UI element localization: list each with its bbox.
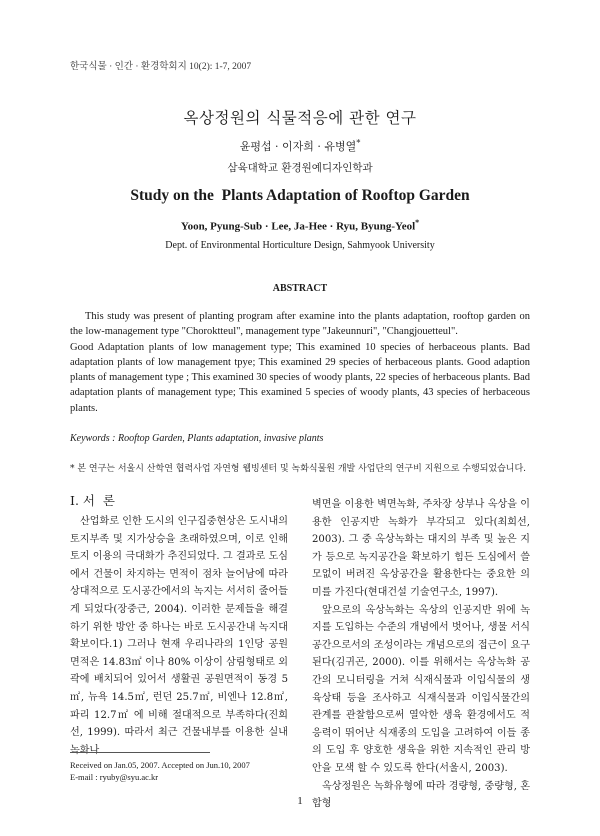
body-left-column [70,513,288,759]
body-paragraph: 벽면을 이용한 벽면녹화, 주차장 상부나 옥상을 이용한 인공지반 녹화가 부각되고 있다(최희선, 2003). 그 중 옥상녹화는 대지의 부족 및 높은 지가 등으로 녹지공간을 확보하기 힘든 도심에서 쓸모없이 버려진 옥상공간을 활용한다는 중요한 의미를 가진다(현대건설 기술연구소, 1997). [312,499,530,598]
journal-citation: 한국식물 · 인간 · 환경학회지 10(2): 1-7, 2007 [70,62,252,72]
english-affiliation: Dept. of Environmental Horticulture Design, Sahmyook University [165,240,435,251]
footnote-divider [70,752,210,753]
keywords: Keywords : Rooftop Garden, Plants adaptation, invasive plants [70,433,324,444]
korean-affiliation: 삼육대학교 환경원예디자인학과 [227,162,373,174]
funding-note: * 본 연구는 서울시 산학연 협력사업 자연형 웹빙센터 및 녹화식물원 개발 사업단의 연구비 지원으로 수행되었습니다. [70,464,527,474]
page-number: 1 [297,795,303,807]
english-title: Study on the Plants Adaptation of Rooftop Garden [130,187,470,204]
body-paragraph: 산업화로 인한 도시의 인구집중현상은 도시내의 토지부족 및 지가상승을 초래하였으며, 이로 인해 토지 이용의 극대화가 추진되었다. 그 결과로 도심에서 건물이 차지하는 면적이 점차 늘어남에 따라 상대적으로 도시공간에서의 녹지는 서서히 줄어들게 되었다(장중근, 2004). 이러한 문제들을 해결하기 위한 방안 중 하나는 바로 도시공간내 녹지대 확보이다.1) 그러나 현재 우리나라의 1인당 공원면적은 14.83㎡ 이나 80% 이상이 삼림형태로 외곽에 배치되어 있어서 생활권 공원면적이 동경 5㎡, 뉴욕 14.5㎡, 런던 25.7㎡, 비엔나 12.8㎡, 파리 12.7㎡ 에 비해 절대적으로 부족하다(진희선, 1999). 따라서 최근 건물내부를 이용한 실내녹화나 [70,516,288,756]
body-paragraph: 옥상정원은 녹화유형에 따라 경량형, 중량형, 혼합형 [312,780,530,810]
abstract-body [70,309,530,416]
english-corresponding-mark: * [415,218,420,227]
korean-authors [0,138,600,154]
contact-email: E-mail : ryuby@syu.ac.kr [70,772,159,782]
korean-title: 옥상정원의 식물적응에 관한 연구 [183,109,417,127]
english-author-names: Yoon, Pyung-Sub · Lee, Ja-Hee · Ryu, Byung-Yeol [180,220,416,233]
body-paragraph: 앞으로의 옥상녹화는 옥상의 인공지반 위에 녹지를 도입하는 수준의 개념에서 벗어나, 생물 서식공간으로서의 조성이라는 개념으로의 접근이 요구된다(김귀곤, 2000). 이를 위해서는 옥상녹화 공간의 모니터링을 거쳐 식재식물과 이입식물의 생육상태 등을 조사하고 식재식물과 이입식물간의 관계를 관찰함으로써 열악한 생육 환경에서도 적응력이 뛰어난 식재종의 도입을 고려하여 이들 종의 도입 후 양호한 생육을 위한 지속적인 관리 방안을 모색 할 수 있도록 한다(서울시, 2003). [312,604,530,774]
received-dates: Received on Jan.05, 2007. Accepted on Jun.10, 2007 [70,760,250,770]
english-authors [0,218,600,233]
abstract-heading: ABSTRACT [272,283,328,294]
korean-author-names: 윤평섭 · 이자희 · 유병열 [239,140,357,153]
body-right-column [312,496,530,813]
abstract-paragraph: Good Adaptation plants of low management type; This examined 10 species of herbaceous plants. Bad adaptation plants of low management tpye; This examined 29 species of herbaceous plants. Good adaption plants of management type ; This examined 30 species of woody plants, 22 species of herbaceous plants. Bad adaptation plants of management type; This examined 5 species of woody plants, 43 species of herbaceous plants. [70,341,530,414]
section-heading-introduction: Ⅰ. 서 론 [70,493,115,508]
corresponding-author-mark: * [356,138,361,148]
abstract-paragraph: This study was present of planting program after examine into the plants adaptation, rooftop garden on the low-management type "Choroktteul", management type "Jakeunnuri", "Changjouetteul". [70,311,530,338]
footnote [70,759,250,783]
